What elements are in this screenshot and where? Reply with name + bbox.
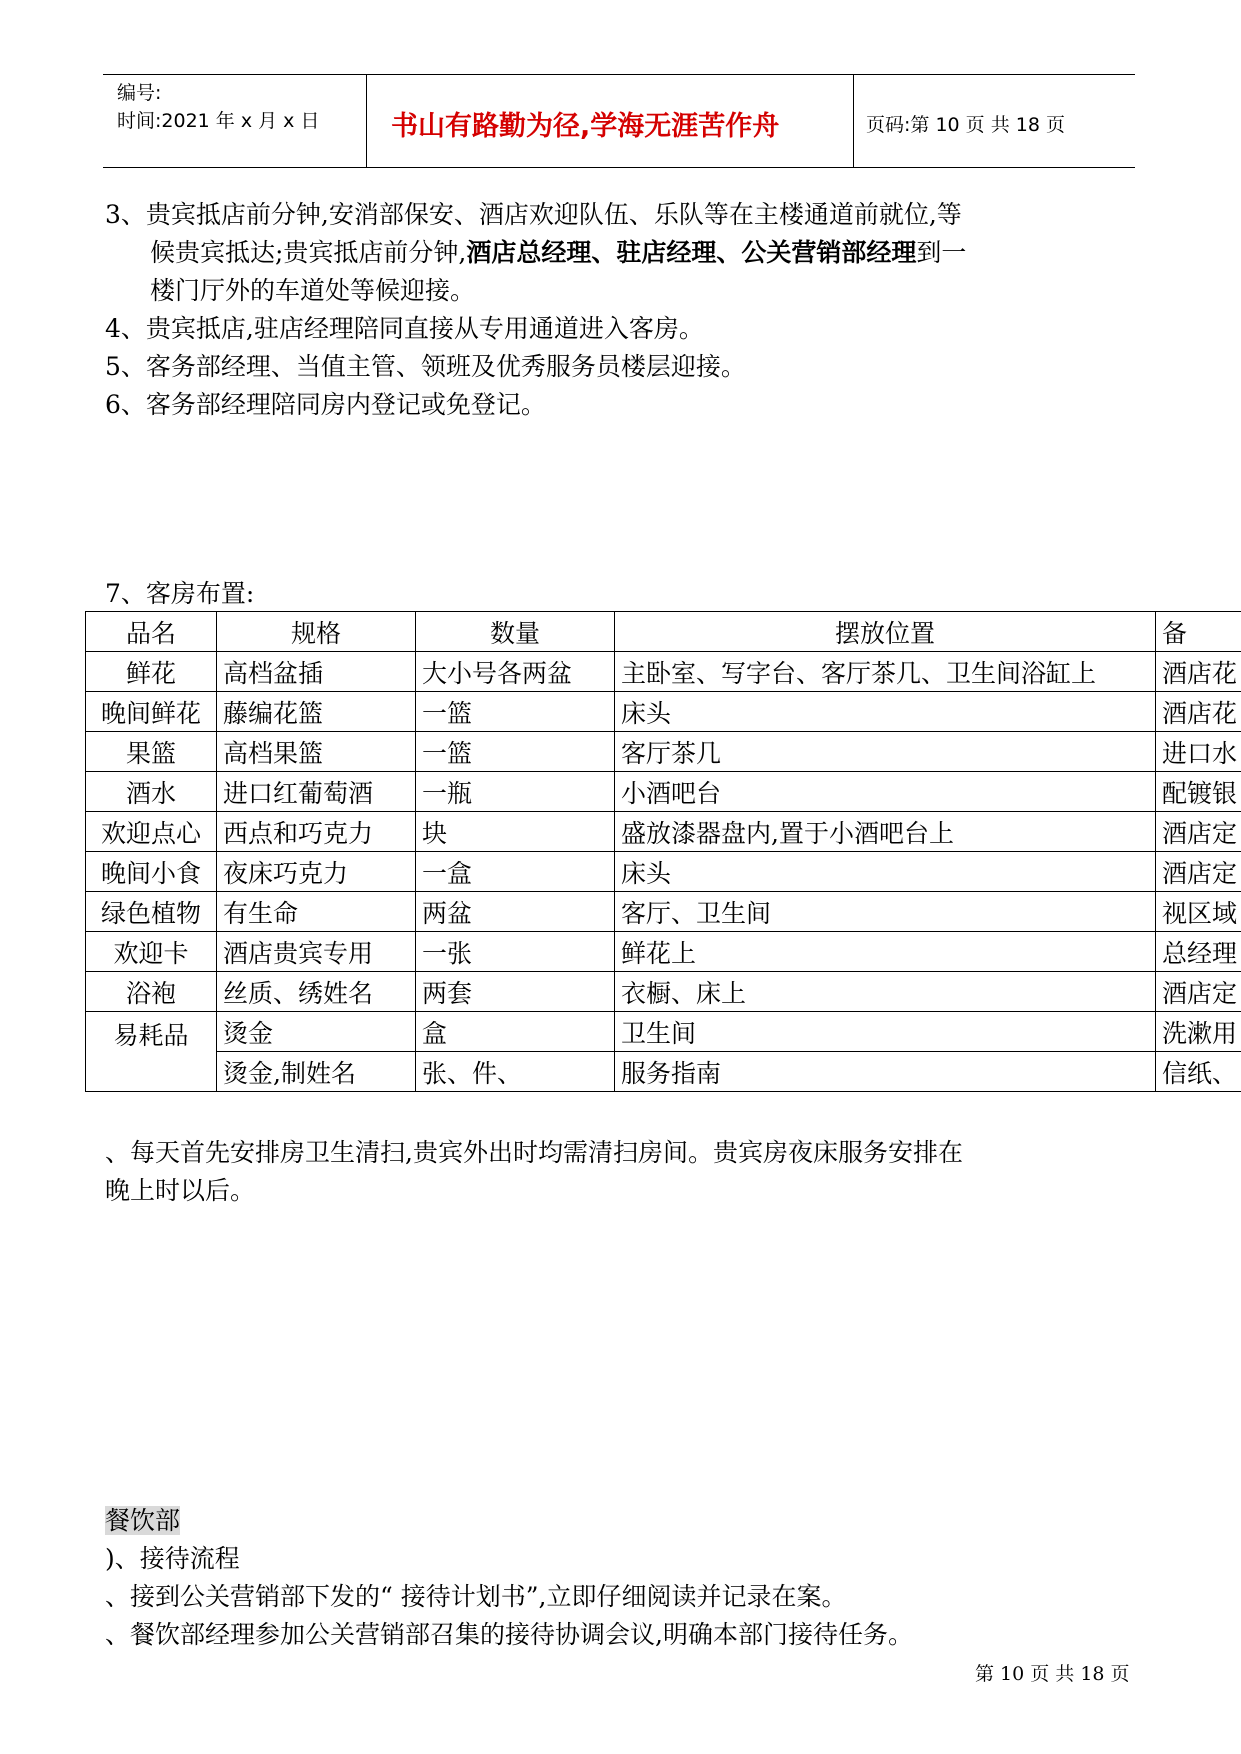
table-cell: 绿色植物 [86, 892, 217, 932]
table-cell: 客厅、卫生间 [615, 892, 1156, 932]
table-cell: 主卧室、写字台、客厅茶几、卫生间浴缸上 [615, 652, 1156, 692]
table-cell: 酒店花 [1156, 692, 1241, 732]
table-cell: 果篮 [86, 732, 217, 772]
table-cell: 进口水 [1156, 732, 1241, 772]
header-cell-name: 品名 [86, 612, 217, 652]
paragraph-4: 4、贵宾抵店,驻店经理陪同直接从专用通道进入客房。 [105, 314, 704, 343]
header-cell-spec: 规格 [217, 612, 416, 652]
table-row [86, 972, 1241, 1012]
table-cell: 两套 [416, 972, 615, 1012]
table-cell: 藤编花篮 [217, 692, 416, 732]
table-cell: 进口红葡萄酒 [217, 772, 416, 812]
header-page-info: 页码:第 10 页 共 18 页 [866, 114, 1065, 136]
table-row [86, 1012, 1241, 1052]
table-cell: 高档果篮 [217, 732, 416, 772]
fb-line-3: 、餐饮部经理参加公关营销部召集的接待协调会议,明确本部门接待任务。 [105, 1620, 913, 1649]
table-cell: 卫生间 [615, 1012, 1156, 1052]
table-row [86, 652, 1241, 692]
table-cell: 欢迎点心 [86, 812, 217, 852]
room-setup-table [85, 611, 1241, 1092]
table-cell: 衣橱、床上 [615, 972, 1156, 1012]
table-cell: 晚间鲜花 [86, 692, 217, 732]
paragraph-7: 7、客房布置: [105, 579, 255, 608]
table-cell: 一张 [416, 932, 615, 972]
table-cell: 酒店定 [1156, 972, 1241, 1012]
paragraph-3-bold-text: 酒店总经理、驻店经理、公关营销部经理 [466, 238, 917, 267]
table-cell: 服务指南 [615, 1052, 1156, 1092]
table-row [86, 892, 1241, 932]
table-cell: 视区域 [1156, 892, 1241, 932]
table-cell: 浴袍 [86, 972, 217, 1012]
table-row [86, 932, 1241, 972]
table-row [86, 852, 1241, 892]
table-cell: 客厅茶几 [615, 732, 1156, 772]
footer-page-info: 第 10 页 共 18 页 [975, 1663, 1130, 1685]
table-row [86, 812, 1241, 852]
table-cell: 信纸、 [1156, 1052, 1241, 1092]
table-cell: 张、件、 [416, 1052, 615, 1092]
table-cell: 丝质、绣姓名 [217, 972, 416, 1012]
paragraph-3-line-2-text: 候贵宾抵达;贵宾抵店前分钟, [150, 238, 467, 267]
table-cell: 酒店花 [1156, 652, 1241, 692]
table-cell: 酒水 [86, 772, 217, 812]
fb-line-1: )、接待流程 [105, 1544, 240, 1573]
table-header-row [86, 612, 1241, 652]
serial-label: 编号: [117, 82, 162, 104]
table-row [86, 732, 1241, 772]
housekeeping-line-1: 、每天首先安排房卫生清扫,贵宾外出时均需清扫房间。贵宾房夜床服务安排在 [105, 1138, 963, 1167]
table-cell: 大小号各两盆 [416, 652, 615, 692]
paragraph-5: 5、客务部经理、当值主管、领班及优秀服务员楼层迎接。 [105, 352, 746, 381]
fb-line-2: 、接到公关营销部下发的“ 接待计划书”,立即仔细阅读并记录在案。 [105, 1582, 847, 1611]
table-row [86, 1052, 1241, 1092]
header-cell-remark: 备 [1156, 612, 1241, 652]
table-cell: 床头 [615, 692, 1156, 732]
table-row [86, 692, 1241, 732]
header-cell-placement: 摆放位置 [615, 612, 1156, 652]
table-cell: 一篮 [416, 732, 615, 772]
table-cell: 易耗品 [86, 1012, 217, 1092]
table-cell: 小酒吧台 [615, 772, 1156, 812]
paragraph-3-line-3: 楼门厅外的车道处等候迎接。 [150, 276, 476, 305]
paragraph-3-line-1: 3、贵宾抵店前分钟,安消部保安、酒店欢迎队伍、乐队等在主楼通道前就位,等 [105, 200, 962, 229]
paragraph-6: 6、客务部经理陪同房内登记或免登记。 [105, 390, 546, 419]
table-cell: 高档盆插 [217, 652, 416, 692]
table-cell: 一瓶 [416, 772, 615, 812]
table-cell: 欢迎卡 [86, 932, 217, 972]
paragraph-3-line-2-tail: 到一 [916, 238, 967, 267]
header-motto: 书山有路勤为径,学海无涯苦作舟 [391, 111, 780, 142]
table-cell: 床头 [615, 852, 1156, 892]
table-cell: 两盆 [416, 892, 615, 932]
table-cell: 鲜花 [86, 652, 217, 692]
fb-section-title-text: 餐饮部 [105, 1506, 181, 1535]
fb-section-title [105, 1502, 180, 1540]
table-cell: 一篮 [416, 692, 615, 732]
table-cell: 烫金 [217, 1012, 416, 1052]
table-cell: 酒店贵宾专用 [217, 932, 416, 972]
table-row [86, 772, 1241, 812]
table-cell: 洗漱用 [1156, 1012, 1241, 1052]
table-cell: 盒 [416, 1012, 615, 1052]
table-cell: 总经理 [1156, 932, 1241, 972]
table-cell: 酒店定 [1156, 812, 1241, 852]
housekeeping-line-2: 晚上时以后。 [105, 1176, 256, 1205]
table-cell: 西点和巧克力 [217, 812, 416, 852]
table-cell: 晚间小食 [86, 852, 217, 892]
table-cell: 一盒 [416, 852, 615, 892]
header-cell-quantity: 数量 [416, 612, 615, 652]
table-cell: 盛放漆器盘内,置于小酒吧台上 [615, 812, 1156, 852]
table-cell: 鲜花上 [615, 932, 1156, 972]
table-cell: 有生命 [217, 892, 416, 932]
table-cell: 块 [416, 812, 615, 852]
table-cell: 配镀银 [1156, 772, 1241, 812]
table-cell: 烫金,制姓名 [217, 1052, 416, 1092]
table-cell: 酒店定 [1156, 852, 1241, 892]
time-label: 时间:2021 年 x 月 x 日 [117, 110, 320, 132]
table-cell: 夜床巧克力 [217, 852, 416, 892]
